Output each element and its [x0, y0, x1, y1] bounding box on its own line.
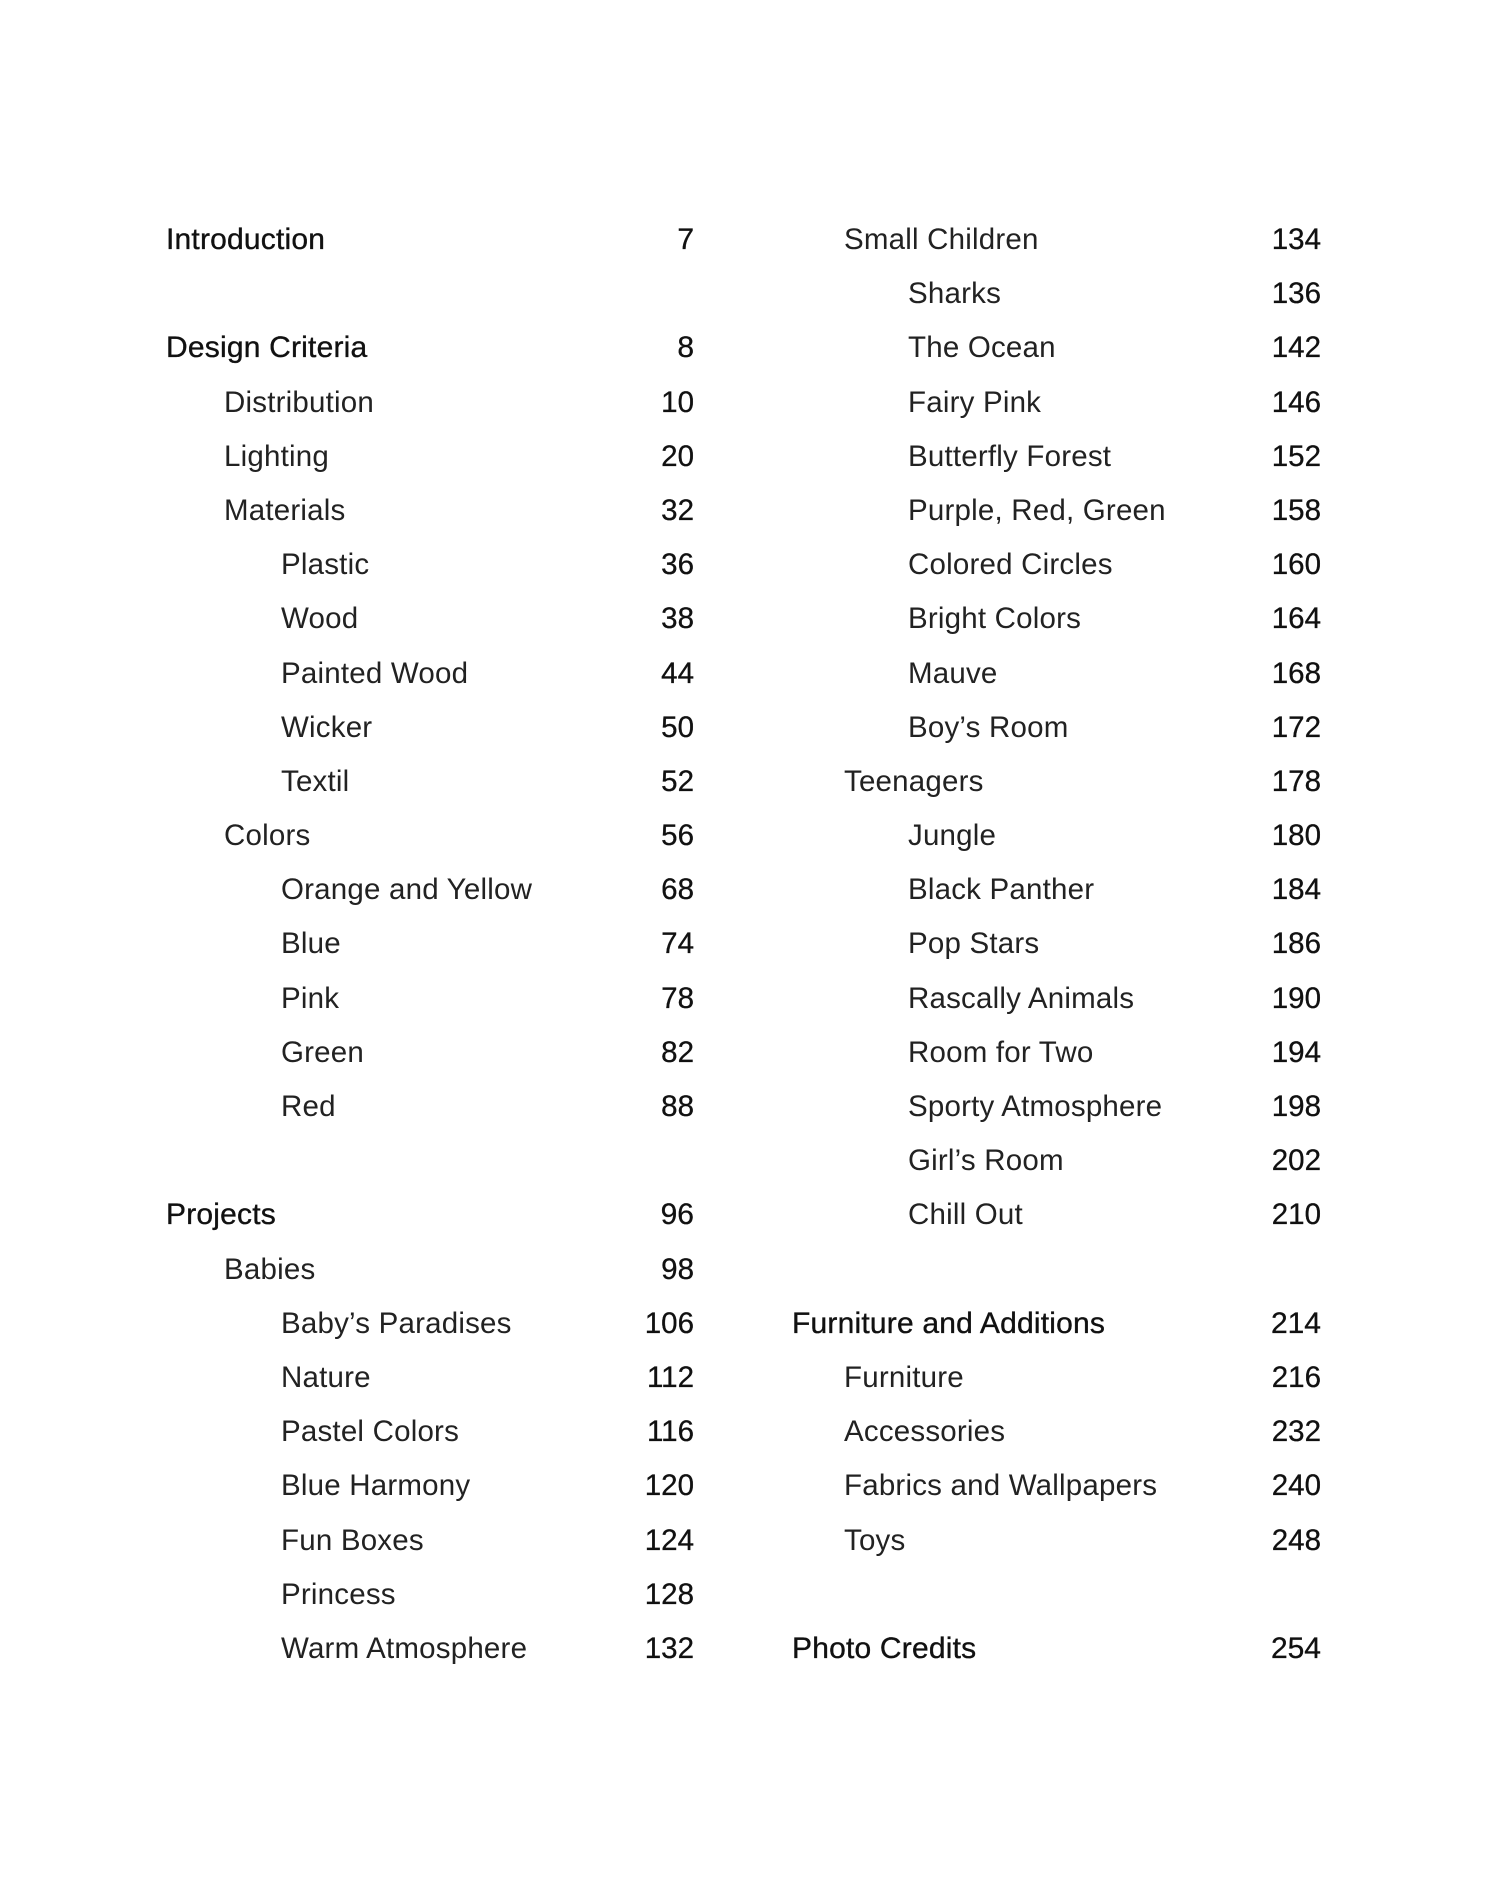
- toc-entry-title: Wicker: [281, 710, 373, 744]
- toc-entry-page-number: 210: [1271, 1198, 1321, 1232]
- toc-subchapter-entry: [0, 592, 1340, 646]
- toc-entry-title: Photo Credits: [792, 1631, 977, 1665]
- toc-entry-title: Pastel Colors: [281, 1415, 460, 1449]
- toc-entry-title: Boy’s Room: [908, 710, 1069, 744]
- toc-entry-title: Fun Boxes: [281, 1523, 424, 1557]
- toc-entry-title: Room for Two: [908, 1035, 1094, 1069]
- toc-entry-page-number: 7: [677, 223, 694, 256]
- toc-entry-title: Plastic: [281, 548, 370, 582]
- toc-entry-page-number: 134: [1271, 223, 1321, 256]
- toc-entry-title: Green: [281, 1035, 364, 1069]
- toc-entry-page-number: 50: [661, 710, 694, 744]
- toc-entry-page-number: 10: [661, 385, 694, 419]
- toc-chapter-entry: [0, 1459, 1340, 1513]
- toc-entry-page-number: 180: [1271, 819, 1321, 853]
- toc-entry-page-number: 132: [644, 1631, 694, 1665]
- toc-entry-page-number: 232: [1271, 1415, 1321, 1449]
- toc-spacer: [0, 1568, 1340, 1622]
- toc-entry-page-number: 254: [1270, 1631, 1321, 1665]
- toc-entry-title: Girl’s Room: [908, 1144, 1064, 1178]
- toc-entry-title: Princess: [281, 1577, 396, 1611]
- toc-entry-page-number: 216: [1271, 1360, 1321, 1394]
- toc-subchapter-entry: [0, 809, 1340, 863]
- toc-entry-title: Painted Wood: [281, 656, 469, 690]
- toc-entry-page-number: 146: [1271, 385, 1321, 419]
- toc-entry-title: Textil: [281, 764, 350, 798]
- toc-entry-page-number: 112: [646, 1360, 694, 1394]
- toc-chapter-entry: [0, 1514, 1340, 1568]
- toc-subchapter-entry: [0, 430, 1340, 484]
- toc-entry-page-number: 20: [661, 439, 694, 473]
- toc-entry-page-number: 96: [660, 1198, 694, 1232]
- toc-entry-title: Jungle: [908, 819, 997, 853]
- toc-entry-page-number: 184: [1271, 873, 1321, 907]
- toc-subchapter-entry: [0, 1026, 1340, 1080]
- toc-entry-page-number: 56: [661, 819, 694, 853]
- toc-entry-title: Sharks: [908, 277, 1002, 311]
- toc-entry-page-number: 74: [661, 927, 694, 961]
- toc-entry-title: Distribution: [224, 385, 374, 419]
- toc-entry-title: Pop Stars: [908, 927, 1040, 961]
- toc-entry-page-number: 68: [661, 873, 694, 907]
- toc-chapter-entry: [0, 1405, 1340, 1459]
- toc-entry-title: Lighting: [224, 439, 329, 473]
- toc-entry-title: Projects: [166, 1198, 276, 1232]
- toc-chapter-entry: [0, 755, 1340, 809]
- toc-entry-title: Warm Atmosphere: [281, 1631, 528, 1665]
- toc-entry-title: Bright Colors: [908, 602, 1082, 636]
- toc-subchapter-entry: [0, 647, 1340, 701]
- toc-entry-title: Sporty Atmosphere: [908, 1090, 1163, 1123]
- toc-entry-page-number: 152: [1271, 439, 1321, 473]
- toc-spacer: [0, 1243, 1340, 1297]
- toc-entry-page-number: 164: [1271, 602, 1321, 636]
- toc-entry-title: Baby’s Paradises: [281, 1306, 512, 1340]
- toc-entry-title: Orange and Yellow: [281, 873, 533, 907]
- toc-chapter-entry: [0, 213, 1340, 267]
- toc-subchapter-entry: [0, 972, 1340, 1026]
- toc-entry-page-number: 32: [661, 493, 694, 527]
- toc-entry-title: Chill Out: [908, 1198, 1023, 1232]
- toc-entry-page-number: 88: [661, 1090, 694, 1123]
- toc-subchapter-entry: [0, 1188, 1340, 1242]
- toc-entry-title: Fairy Pink: [908, 385, 1042, 419]
- toc-entry-title: Toys: [844, 1523, 906, 1557]
- toc-entry-page-number: 248: [1271, 1523, 1321, 1557]
- toc-entry-title: Rascally Animals: [908, 981, 1135, 1015]
- toc-entry-title: Wood: [281, 602, 359, 636]
- toc-entry-title: Blue: [281, 927, 341, 961]
- toc-entry-title: Butterfly Forest: [908, 439, 1112, 473]
- toc-entry-title: Purple, Red, Green: [908, 493, 1166, 527]
- toc-entry-page-number: 36: [661, 548, 694, 582]
- toc-section-entry: [0, 1297, 1340, 1351]
- toc-entry-page-number: 136: [1271, 277, 1321, 311]
- toc-entry-page-number: 8: [677, 331, 694, 365]
- toc-entry-title: Design Criteria: [166, 331, 368, 365]
- toc-entry-page-number: 194: [1271, 1035, 1321, 1069]
- toc-entry-page-number: 38: [661, 602, 694, 636]
- toc-entry-page-number: 120: [644, 1469, 694, 1503]
- toc-entry-title: The Ocean: [908, 331, 1056, 365]
- toc-subchapter-entry: [0, 917, 1340, 971]
- toc-entry-page-number: 178: [1271, 764, 1321, 798]
- toc-entry-title: Teenagers: [844, 764, 984, 798]
- toc-subchapter-entry: [0, 1080, 1340, 1134]
- toc-subchapter-entry: [0, 1134, 1340, 1188]
- toc-entry-page-number: 172: [1271, 710, 1321, 744]
- toc-entry-page-number: 44: [661, 656, 694, 690]
- toc-entry-page-number: 78: [661, 981, 694, 1015]
- toc-right-column: [0, 213, 1340, 1676]
- toc-entry-page-number: 214: [1270, 1306, 1321, 1340]
- toc-entry-page-number: 158: [1271, 493, 1321, 527]
- toc-entry-title: Materials: [224, 493, 346, 527]
- toc-entry-title: Fabrics and Wallpapers: [844, 1469, 1158, 1503]
- toc-entry-title: Mauve: [908, 656, 998, 690]
- toc-entry-title: Introduction: [166, 223, 326, 256]
- toc-entry-title: Pink: [281, 981, 340, 1015]
- toc-entry-page-number: 52: [661, 764, 694, 798]
- toc-subchapter-entry: [0, 267, 1340, 321]
- toc-entry-title: Red: [281, 1090, 336, 1123]
- toc-entry-title: Black Panther: [908, 873, 1095, 907]
- toc-subchapter-entry: [0, 484, 1340, 538]
- toc-entry-title: Blue Harmony: [281, 1469, 471, 1503]
- toc-entry-title: Nature: [281, 1360, 371, 1394]
- toc-entry-page-number: 116: [646, 1415, 694, 1449]
- toc-entry-page-number: 202: [1271, 1144, 1321, 1178]
- toc-subchapter-entry: [0, 701, 1340, 755]
- toc-chapter-entry: [0, 1351, 1340, 1405]
- toc-entry-title: Furniture and Additions: [792, 1306, 1106, 1340]
- toc-entry-title: Colored Circles: [908, 548, 1113, 582]
- toc-entry-page-number: 106: [644, 1306, 694, 1340]
- toc-entry-page-number: 190: [1271, 981, 1321, 1015]
- toc-entry-title: Babies: [224, 1252, 316, 1286]
- toc-entry-page-number: 128: [644, 1577, 694, 1611]
- toc-entry-page-number: 142: [1271, 331, 1321, 365]
- toc-entry-title: Furniture: [844, 1360, 964, 1394]
- toc-entry-title: Colors: [224, 819, 311, 853]
- toc-entry-page-number: 160: [1271, 548, 1321, 582]
- toc-entry-page-number: 186: [1271, 927, 1321, 961]
- toc-subchapter-entry: [0, 538, 1340, 592]
- toc-entry-page-number: 82: [661, 1035, 694, 1069]
- toc-entry-page-number: 98: [661, 1252, 694, 1286]
- toc-entry-title: Accessories: [844, 1415, 1006, 1449]
- toc-subchapter-entry: [0, 376, 1340, 430]
- toc-subchapter-entry: [0, 863, 1340, 917]
- toc-entry-title: Small Children: [844, 223, 1039, 256]
- toc-entry-page-number: 198: [1271, 1090, 1321, 1123]
- toc-entry-page-number: 124: [644, 1523, 694, 1557]
- toc-entry-page-number: 240: [1271, 1469, 1321, 1503]
- toc-section-entry: [0, 1622, 1340, 1676]
- toc-subchapter-entry: [0, 321, 1340, 375]
- toc-entry-page-number: 168: [1271, 656, 1321, 690]
